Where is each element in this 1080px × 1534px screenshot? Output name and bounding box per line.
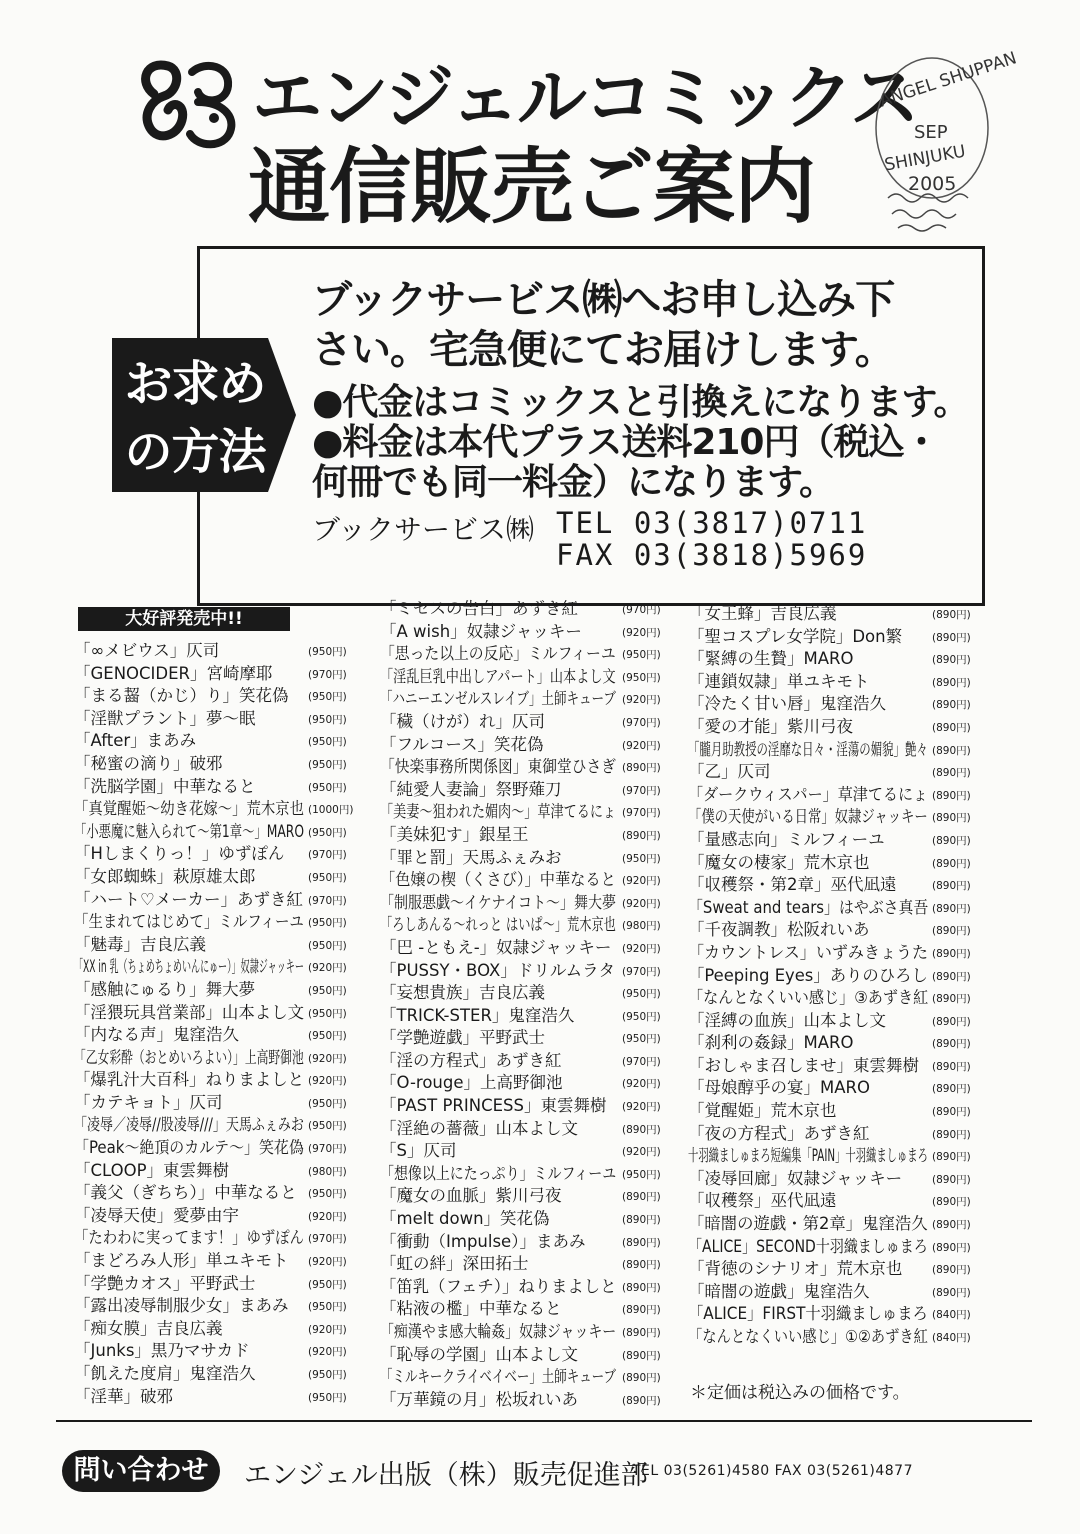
title-text: 「想像以上にたっぷり」ミルフィーユ [380, 1163, 617, 1183]
title-price: (890円) [932, 676, 971, 689]
title-price: (840円) [932, 1309, 971, 1322]
title-text: 「まどろみ人形」単ユキモト [74, 1251, 289, 1271]
title-text: 「収穫祭」巫代凪遠 [688, 1191, 837, 1211]
title-price: (970円) [622, 1055, 661, 1068]
title-price: (890円) [932, 1060, 971, 1073]
title-text: 「なんとなくいい感じ」①②あずき紅 [688, 1327, 928, 1346]
title-price: (890円) [932, 699, 971, 712]
stamp-line-4: 2005 [908, 173, 957, 195]
title-text: 「凌辱／凌辱//股凌辱///」天馬ふぇみお [74, 1115, 304, 1135]
instruction-line-5: 何冊でも同一料金）になります。 [312, 462, 835, 503]
title-price: (890円) [932, 631, 971, 644]
title-text: 「万華鏡の月」松坂れいあ [380, 1389, 578, 1409]
title-text: 「ALICE」FIRST十羽織ましゅまろ [688, 1304, 928, 1324]
title-text: 「ハート♡メーカー」あずき紅 [74, 889, 303, 909]
title-text: 「洗脳学園」中華なると [74, 776, 256, 796]
title-text: 「暗闇の遊戯」鬼窪浩久 [688, 1281, 870, 1301]
title-price: (970円) [622, 716, 661, 729]
title-text: 「O-rouge」上高野御池 [380, 1073, 563, 1093]
title-text: 「僕の天使がいる日常」奴隷ジャッキー [688, 807, 928, 827]
title-price: (890円) [622, 1236, 661, 1249]
title-text: 「連鎖奴隷」単ユキモト [688, 671, 870, 691]
title-price: (920円) [622, 626, 661, 639]
title-price: (920円) [622, 1078, 661, 1091]
title-price: (890円) [932, 1128, 971, 1141]
title-price: (950円) [622, 1010, 661, 1023]
title-price: (950円) [622, 1033, 661, 1046]
title-price: (950円) [308, 826, 347, 839]
title-price: (950円) [308, 871, 347, 884]
title-price: (920円) [622, 1146, 661, 1159]
stamp-line-1: ANGEL SHUPPAN [877, 48, 1020, 112]
title-price: (890円) [932, 1015, 971, 1028]
title-price: (950円) [308, 917, 347, 930]
title-price: (920円) [622, 739, 661, 752]
title-text: 「ALICE」SECOND十羽織ましゅまろ [688, 1236, 928, 1256]
title-price: (920円) [308, 1052, 347, 1065]
title-price: (950円) [308, 1391, 347, 1404]
title-text: 「After」まあみ [74, 731, 197, 751]
title-price: (890円) [932, 1286, 971, 1299]
title-text: 「まる齧（かじ）り」笑花偽 [74, 686, 289, 706]
title-price: (970円) [622, 604, 661, 616]
title-price: (920円) [308, 962, 347, 975]
title-price: (950円) [308, 939, 347, 952]
inquiry-company: エンジェル出版（株）販売促進部 [244, 1460, 648, 1491]
title-text: 「虹の絆」深田拓士 [380, 1254, 529, 1274]
title-text: 「冷たく甘い唇」鬼窪浩久 [688, 694, 886, 714]
title-price: (970円) [622, 965, 661, 978]
title-text: 「衝動（Impulse）」まあみ [380, 1231, 586, 1251]
title-text: 「淫絶の薔薇」山本よし文 [380, 1118, 578, 1138]
title-price: (970円) [308, 849, 347, 862]
title-text: 「ハニーエンゼルスレイブ」土師キューブ [380, 689, 616, 709]
price-note: ＊定価は税込みの価格です。 [690, 1383, 910, 1403]
title-price: (920円) [308, 1346, 347, 1359]
title-text: 「爆乳汁大百科」ねりまよしと [74, 1070, 305, 1090]
title-price: (950円) [622, 671, 661, 684]
stamp-line-3: SHINJUKU [883, 141, 968, 176]
title-price: (890円) [932, 947, 971, 960]
title-text: 「妄想貴族」吉良広義 [380, 983, 545, 1003]
title-text: 「露出凌辱制服少女」まあみ [74, 1296, 289, 1316]
title-text: 「笛乳（フェチ）」ねりまよしと [380, 1276, 617, 1296]
title-price: (950円) [622, 852, 661, 865]
title-text: 「覚醒姫」荒木京也 [688, 1101, 837, 1121]
title-price: (890円) [932, 744, 971, 757]
title-text: 「快楽事務所関係図」東御堂ひさぎ [380, 757, 617, 777]
inquiry-label: 問い合わせ [62, 1450, 220, 1492]
contact-tel: TEL 03(3817)0711 [556, 506, 868, 540]
instruction-line-3: ●代金はコミックスと引換えになります。 [312, 382, 969, 423]
title-price: (920円) [308, 1210, 347, 1223]
title-price: (970円) [308, 668, 347, 681]
title-text: 「制服悪戯〜イケナイコト〜」舞大夢 [380, 892, 617, 912]
title-text: 「PAST PRINCESS」東雲舞樹 [380, 1096, 607, 1116]
title-price: (950円) [308, 758, 347, 771]
title-price: (890円) [622, 1214, 661, 1227]
page-subtitle: 通信販売ご案内 [248, 140, 816, 235]
title-text: 「淫華」破邪 [74, 1386, 173, 1406]
title-text: 「美妹犯す」銀星王 [380, 824, 529, 844]
title-price: (950円) [308, 1120, 347, 1133]
instruction-line-4: ●料金は本代プラス送料210円（税込・ [312, 422, 939, 463]
title-text: 「痴女膜」吉良広義 [74, 1318, 223, 1338]
title-price: (890円) [622, 1304, 661, 1317]
title-price: (920円) [308, 1075, 347, 1088]
title-price: (890円) [622, 762, 661, 775]
title-price: (890円) [932, 812, 971, 825]
title-text: 「思った以上の反応」ミルフィーユ [380, 644, 616, 664]
title-price: (950円) [308, 691, 347, 704]
title-price: (970円) [308, 1143, 347, 1156]
title-text: 「真覚醒姫〜幼き花嫁〜」荒木京也 [74, 799, 304, 819]
title-text: 「緊縛の生贄」MARO [688, 649, 854, 669]
title-price: (950円) [308, 713, 347, 726]
title-text: 「凌辱回廊」奴隷ジャッキー [688, 1168, 903, 1188]
title-price: (950円) [308, 1030, 347, 1043]
title-text: 「小悪魔に魅入られて〜第1章〜」MARO [74, 821, 305, 841]
title-text: 「巴 -ともえ-」奴隷ジャッキー [380, 937, 612, 957]
title-text: 「恥辱の学園」山本よし文 [380, 1344, 578, 1364]
stamp-line-2: SEP [914, 122, 948, 143]
inquiry-contact: TEL 03(5261)4580 FAX 03(5261)4877 [632, 1463, 913, 1479]
title-text: 「ろしあんる〜れっと はいぱ〜」荒木京也 [380, 915, 616, 935]
title-price: (890円) [622, 1191, 661, 1204]
title-text: 「淫縛の血族」山本よし文 [688, 1010, 886, 1030]
title-text: 「魔女の血脈」紫川弓夜 [380, 1186, 562, 1206]
title-price: (920円) [308, 1256, 347, 1269]
title-price: (890円) [932, 970, 971, 983]
instruction-line-2: さい。宅急便にてお届けします。 [312, 327, 894, 373]
title-text: 「Hしまくりっ！」ゆずぽん [74, 844, 285, 864]
title-text: 「女王蜂」吉良広義 [688, 604, 837, 623]
title-price: (890円) [932, 1083, 971, 1096]
title-price: (840円) [932, 1332, 971, 1344]
title-text: 「カウントレス」いずみきょうた [688, 942, 929, 962]
title-price: (920円) [622, 942, 661, 955]
title-text: 「淫の方程式」あずき紅 [380, 1050, 562, 1070]
title-text: 「収穫祭・第2章」巫代凪遠 [688, 875, 897, 895]
title-text: 「淫乱巨乳中出しアパート」山本よし文 [380, 666, 616, 686]
postmark-stamp-icon [862, 48, 1020, 238]
title-text: 「愛の才能」紫川弓夜 [688, 716, 853, 736]
list-header-badge: 大好評発売中!! [78, 607, 290, 631]
title-price: (970円) [308, 894, 347, 907]
title-price: (890円) [932, 609, 971, 621]
title-price: (890円) [932, 1173, 971, 1186]
title-price: (890円) [932, 1038, 971, 1051]
title-price: (890円) [932, 925, 971, 938]
title-text: 「凌辱天使」愛夢由宇 [74, 1205, 239, 1225]
title-price: (890円) [622, 829, 661, 842]
title-text: 「CLOOP」東雲舞樹 [74, 1160, 230, 1180]
title-text: 「背徳のシナリオ」荒木京也 [688, 1259, 903, 1279]
title-price: (980円) [308, 1165, 347, 1178]
title-text: 「義父（ぎちち）」中華なると [74, 1183, 297, 1203]
title-text: 「∞メビウス」仄司 [74, 641, 220, 660]
title-text: 「魔女の棲家」荒木京也 [688, 852, 870, 872]
title-text: 「純愛人妻論」祭野薙刀 [380, 779, 562, 799]
title-text: 「XX in 乳（ちょめちょめいんにゅー）」奴隷ジャッキー [74, 957, 304, 977]
title-price: (890円) [932, 1106, 971, 1119]
title-text: 「学艶カオス」平野武士 [74, 1273, 256, 1293]
title-text: 「聖コスプレ女学院」Don繁 [688, 626, 903, 646]
title-text: 「淫猥玩具営業部」山本よし文 [74, 1002, 305, 1022]
order-method-line-1: お求め [124, 356, 266, 412]
title-price: (890円) [932, 1241, 971, 1254]
title-price: (950円) [308, 1097, 347, 1110]
title-text: 「S」仄司 [380, 1141, 457, 1161]
title-price: (970円) [622, 807, 661, 820]
title-text: 「千夜調教」松阪れいあ [688, 920, 870, 940]
title-price: (890円) [622, 1281, 661, 1294]
title-price: (950円) [308, 1369, 347, 1381]
title-text: 「学艶遊戯」平野武士 [380, 1028, 545, 1048]
title-text: 「穢（けが）れ」仄司 [380, 711, 545, 731]
title-price: (950円) [622, 988, 661, 1001]
title-text: 「美妻〜狙われた媚肉〜」草津てるにょ [380, 802, 616, 822]
title-price: (890円) [932, 902, 971, 915]
page-title: エンジェルコミックス [252, 57, 917, 139]
title-text: 「夜の方程式」あずき紅 [688, 1123, 870, 1143]
title-price: (890円) [932, 1219, 971, 1232]
title-price: (950円) [308, 1301, 347, 1314]
title-text: 「生まれてはじめて」ミルフィーユ [74, 912, 304, 932]
title-price: (890円) [932, 789, 971, 802]
title-text: 「カテキョト」仄司 [74, 1092, 223, 1112]
title-text: 「朧月助教授の淫靡な日々・淫蕩の媚貌」艶々 [688, 739, 928, 759]
title-text: 「粘液の檻」中華なると [380, 1299, 562, 1319]
instruction-line-1: ブックサービス㈱へお申し込み下 [312, 277, 895, 323]
title-price: (890円) [622, 1327, 661, 1339]
angel-logo-icon [132, 52, 244, 154]
title-text: 「魅毒」吉良広義 [74, 934, 206, 954]
title-text: 「なんとなくいい感じ」③あずき紅 [688, 988, 929, 1008]
title-text: 「量感志向」ミルフィーユ [688, 829, 885, 849]
title-price: (890円) [932, 767, 971, 780]
title-price: (920円) [622, 1101, 661, 1114]
title-text: 「ミルキークライベイベー」土師キューブ [380, 1367, 617, 1387]
title-price: (920円) [308, 1323, 347, 1336]
title-text: 「Peeping Eyes」ありのひろし [688, 965, 928, 985]
title-text: 「罪と罰」天馬ふぇみお [380, 847, 562, 867]
title-price: (890円) [622, 1123, 661, 1136]
order-method-label [100, 330, 300, 500]
title-text: 「淫獣プラント」夢〜眠 [74, 708, 256, 728]
title-price: (950円) [622, 1168, 661, 1181]
title-price: (890円) [932, 834, 971, 847]
title-text: 「A wish」奴隷ジャッキー [380, 621, 582, 641]
title-price: (950円) [308, 1007, 347, 1020]
title-text: 「GENOCIDER」宮崎摩耶 [74, 663, 273, 683]
footer-divider [56, 1420, 1032, 1422]
title-price: (950円) [308, 1188, 347, 1201]
title-text: 「Sweat and tears」はやぶさ真吾 [688, 897, 929, 917]
title-text: 「melt down」笑花偽 [380, 1209, 550, 1229]
title-text: 「色嬢の楔（くさび）」中華なると [380, 870, 616, 890]
title-price: (890円) [622, 1259, 661, 1272]
title-price: (890円) [622, 1394, 661, 1407]
title-text: 「刹利の姦録」MARO [688, 1033, 854, 1053]
title-text: 「TRICK-STER」鬼窪浩久 [380, 1005, 575, 1025]
title-text: 「母娘醇乎の宴」MARO [688, 1078, 870, 1098]
title-price: (890円) [932, 1196, 971, 1209]
title-text: 「たわわに実ってます！」ゆずぽん [74, 1228, 304, 1248]
title-price: (890円) [932, 1264, 971, 1277]
title-price: (980円) [622, 920, 661, 933]
title-text: 「Peak〜絶頂のカルテ〜」笑花偽 [74, 1138, 304, 1158]
title-price: (920円) [622, 897, 661, 910]
title-text: 「フルコース」笑花偽 [380, 734, 544, 754]
order-method-line-2: の方法 [124, 424, 266, 480]
title-price: (890円) [932, 880, 971, 893]
title-text: 「Junks」黒乃マサカド [74, 1341, 250, 1361]
title-text: 「女郎蜘蛛」萩原雄太郎 [74, 866, 256, 886]
title-price: (950円) [308, 1278, 347, 1291]
title-price: (950円) [622, 649, 661, 662]
title-text: 「ダークウィスパー」草津てるにょ [688, 784, 928, 804]
title-text: 「飢えた度肩」鬼窪浩久 [74, 1364, 256, 1383]
title-text: 「感触にゅるり」舞大夢 [74, 979, 256, 999]
title-price: (950円) [308, 646, 347, 658]
contact-company: ブックサービス㈱ [312, 513, 535, 546]
title-text: 「ミセスの告白」あずき紅 [380, 599, 578, 618]
title-price: (890円) [932, 654, 971, 667]
title-price: (920円) [622, 875, 661, 888]
title-price: (970円) [308, 1233, 347, 1246]
title-price: (950円) [308, 984, 347, 997]
title-price: (890円) [622, 1349, 661, 1362]
title-price: (890円) [932, 721, 971, 734]
title-price: (970円) [622, 784, 661, 797]
title-text: 「乙」仄司 [688, 762, 771, 782]
title-price: (890円) [932, 857, 971, 870]
title-price: (890円) [932, 993, 971, 1006]
title-text: 十羽織ましゅまろ短編集「PAIN」十羽織ましゅまろ [688, 1146, 928, 1166]
title-text: 「痴漢やま感大輪姦」奴隷ジャッキー [380, 1322, 617, 1341]
title-text: 「秘蜜の滴り」破邪 [74, 753, 223, 773]
title-text: 「乙女彩酔（おとめいろよい）」上高野御池 [74, 1047, 304, 1067]
contact-fax: FAX 03(3818)5969 [556, 538, 868, 572]
title-price: (890円) [932, 1151, 971, 1164]
title-text: 「PUSSY・BOX」ドリルムラタ [380, 960, 615, 980]
title-price: (920円) [622, 694, 661, 707]
title-text: 「暗闇の遊戯・第2章」鬼窪浩久 [688, 1214, 928, 1234]
title-price: (950円) [308, 781, 347, 794]
title-price: (1000円) [308, 804, 354, 817]
title-text: 「内なる声」鬼窪浩久 [74, 1025, 239, 1045]
title-text: 「おしゃま召しませ」東雲舞樹 [688, 1055, 919, 1075]
title-price: (950円) [308, 736, 347, 749]
title-price: (890円) [622, 1372, 661, 1385]
